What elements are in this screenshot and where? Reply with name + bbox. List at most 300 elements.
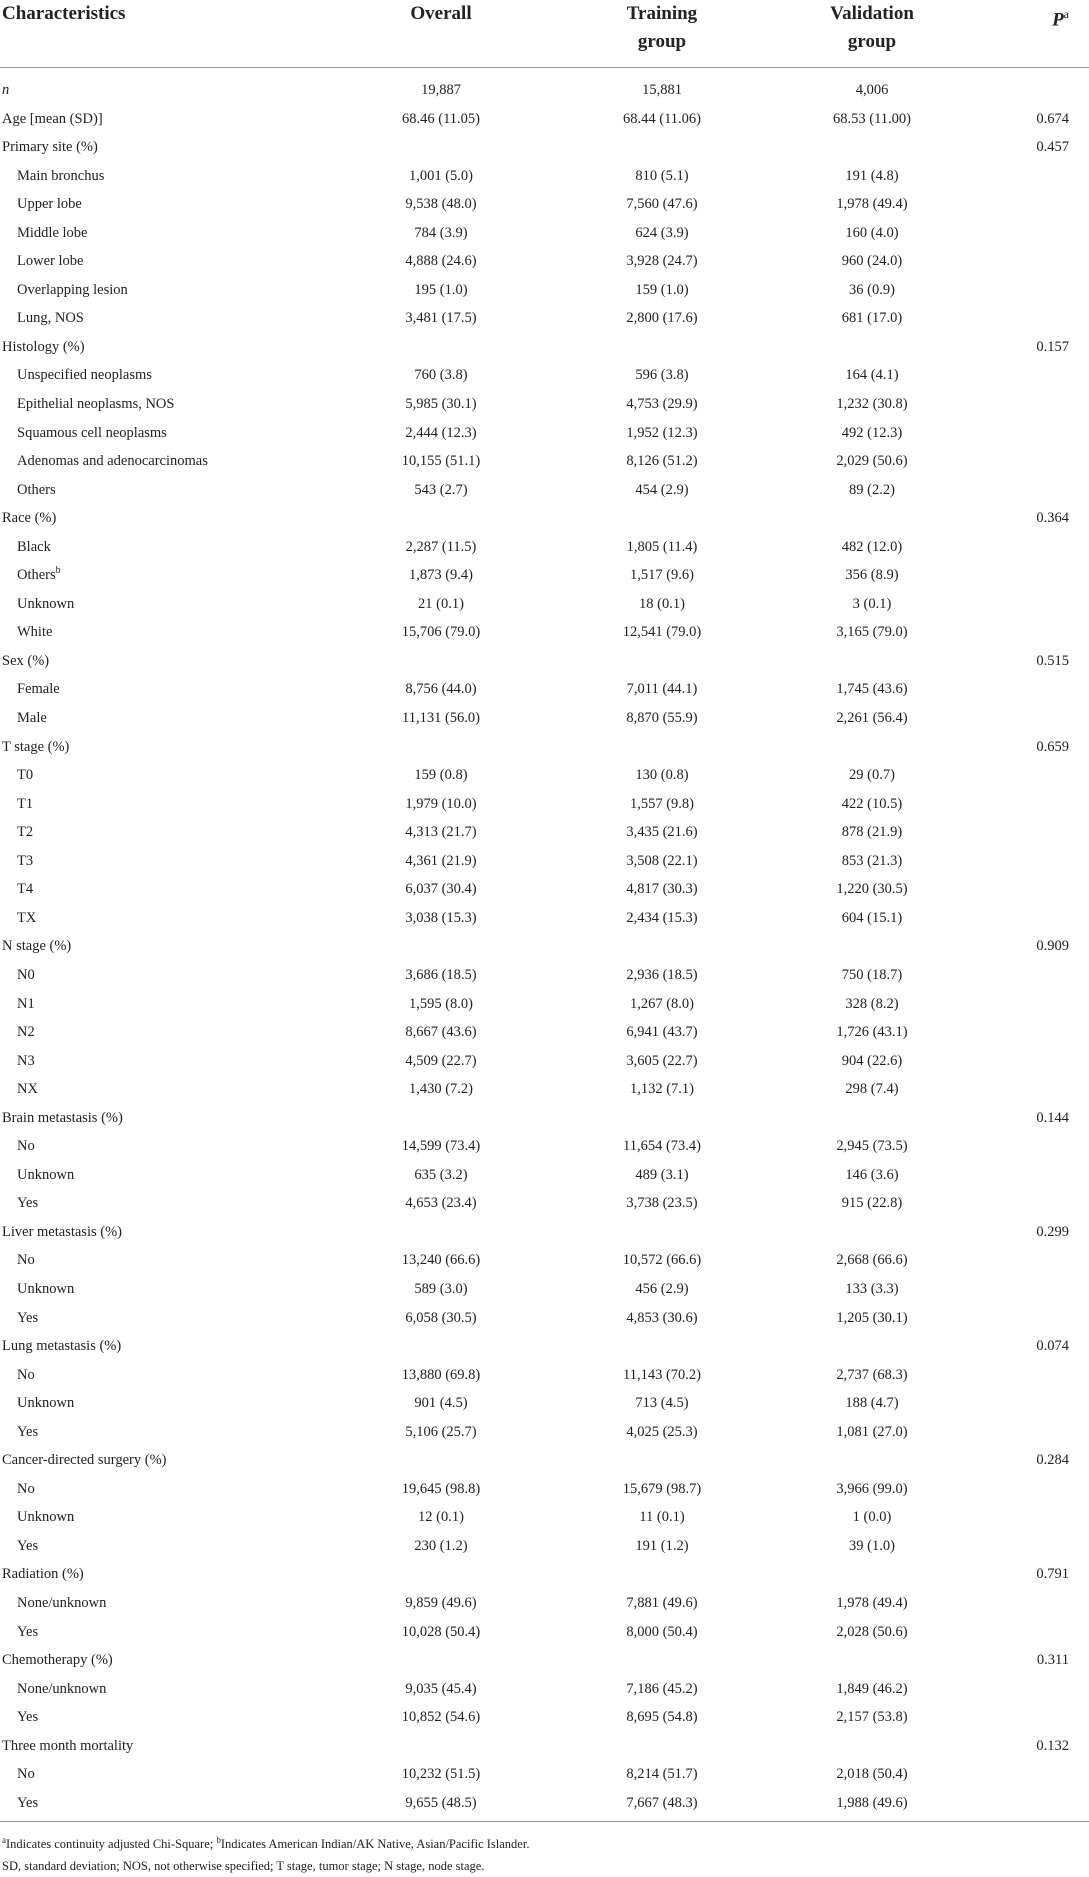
cell-training: 7,667 (48.3): [552, 1789, 772, 1822]
row-label-text: N stage (%): [2, 938, 72, 955]
cell-overall: 12 (0.1): [418, 1509, 464, 1526]
cell-p-value: [972, 1475, 1089, 1504]
cell-p-value: [972, 447, 1089, 476]
cell-validation: 39 (1.0): [849, 1537, 895, 1554]
row-label-text: Lung metastasis (%): [2, 1338, 122, 1355]
row-sublabel: [0, 162, 330, 191]
cell-p-value: [972, 190, 1089, 219]
row-label-text: Radiation (%): [2, 1566, 84, 1583]
table-row: [0, 1332, 1089, 1361]
cell-overall: 3,038 (15.3): [405, 909, 477, 926]
row-sublabel: [0, 1589, 330, 1618]
row-sublabel: [0, 533, 330, 562]
row-label-text: N0: [17, 966, 35, 983]
row-label-text: T0: [17, 767, 34, 784]
row-sublabel: [0, 990, 330, 1019]
row-label: [0, 1732, 330, 1761]
cell-overall: [330, 1446, 552, 1475]
cell-validation: 1,978 (49.4): [836, 1594, 908, 1611]
header-validation-line2: group: [847, 31, 897, 52]
cell-p-value: 0.157: [1036, 338, 1069, 355]
cell-validation: 160 (4.0): [845, 224, 899, 241]
cell-training: 191 (1.2): [635, 1537, 689, 1554]
table-row: [0, 361, 1089, 390]
cell-training: 2,936 (18.5): [626, 966, 698, 983]
row-label: [0, 932, 330, 961]
row-sublabel: [0, 790, 330, 819]
cell-p-value: [972, 1075, 1089, 1104]
cell-p-value: [972, 1589, 1089, 1618]
cell-overall: [330, 133, 552, 162]
table-row: [0, 533, 1089, 562]
cell-overall: 784 (3.9): [414, 224, 468, 241]
cell-overall: 2,287 (11.5): [405, 538, 477, 555]
table-row: [0, 675, 1089, 704]
row-label-text: Yes: [17, 1309, 39, 1326]
cell-validation: 2,018 (50.4): [836, 1766, 908, 1783]
row-label-text: Unspecified neoplasms: [17, 367, 152, 384]
cell-validation: 604 (15.1): [841, 909, 903, 926]
cell-training: 1,132 (7.1): [629, 1081, 695, 1098]
cell-training: 7,560 (47.6): [626, 196, 698, 213]
cell-overall: [330, 1646, 552, 1675]
cell-overall: 3,481 (17.5): [405, 310, 477, 327]
row-label: [0, 733, 330, 762]
table-row: [0, 733, 1089, 762]
cell-overall: 543 (2.7): [414, 481, 468, 498]
cell-overall: 159 (0.8): [414, 767, 468, 784]
table-row: [0, 590, 1089, 619]
cell-validation: [772, 504, 972, 533]
cell-p-value: 0.674: [1036, 110, 1069, 127]
cell-overall: 10,852 (54.6): [401, 1709, 481, 1726]
row-label-text: N1: [17, 995, 35, 1012]
cell-validation: [772, 647, 972, 676]
cell-training: 8,000 (50.4): [626, 1623, 698, 1640]
cell-training: [552, 333, 772, 362]
cell-validation: 2,737 (68.3): [836, 1366, 908, 1383]
cell-validation: 1,988 (49.6): [772, 1789, 972, 1822]
table-row: [0, 818, 1089, 847]
cell-validation: 492 (12.3): [841, 424, 903, 441]
cell-validation: 1,849 (46.2): [836, 1680, 908, 1697]
cell-overall: 1,979 (10.0): [405, 795, 477, 812]
cell-training: 8,126 (51.2): [626, 453, 698, 470]
cell-p-value: [972, 1418, 1089, 1447]
row-sublabel: [0, 1075, 330, 1104]
table-row: [0, 304, 1089, 333]
table-row: [0, 1646, 1089, 1675]
cell-overall: 9,655 (48.5): [330, 1789, 552, 1822]
cell-overall: 901 (4.5): [414, 1395, 468, 1412]
table-row: [0, 990, 1089, 1019]
cell-training: 2,800 (17.6): [626, 310, 698, 327]
header-overall: Overall: [330, 0, 552, 68]
cell-validation: 89 (2.2): [849, 481, 895, 498]
footnote-line-1: [2, 1830, 1089, 1855]
table-header: [0, 0, 1089, 68]
cell-p-value: [972, 618, 1089, 647]
cell-validation: 1,745 (43.6): [836, 681, 908, 698]
cell-validation: 482 (12.0): [841, 538, 903, 555]
cell-training: 3,928 (24.7): [626, 253, 698, 270]
cell-validation: 681 (17.0): [841, 310, 903, 327]
row-label-text: Lower lobe: [17, 253, 84, 270]
row-label-text: Unknown: [17, 1509, 75, 1526]
cell-validation: 68.53 (11.00): [833, 110, 911, 127]
cell-p-value: [972, 790, 1089, 819]
cell-validation: 164 (4.1): [845, 367, 899, 384]
row-sublabel: [0, 904, 330, 933]
row-label-text: Unknown: [17, 1395, 75, 1412]
footnote-b-text: Indicates American Indian/AK Native, Asian/Pacific Islander.: [220, 1837, 530, 1852]
cell-p-value: [972, 304, 1089, 333]
row-sublabel: [0, 1503, 330, 1532]
row-sublabel: [0, 1246, 330, 1275]
cell-training: [552, 1104, 772, 1133]
cell-training: 1,267 (8.0): [629, 995, 695, 1012]
table-row: [0, 1560, 1089, 1589]
cell-training: 3,435 (21.6): [626, 824, 698, 841]
cell-p-value: 0.515: [1036, 652, 1069, 669]
cell-training: 4,025 (25.3): [626, 1423, 698, 1440]
cell-training: 130 (0.8): [635, 767, 689, 784]
table-row: [0, 932, 1089, 961]
cell-overall: 195 (1.0): [414, 281, 468, 298]
row-sublabel: [0, 1361, 330, 1390]
cell-overall: 10,028 (50.4): [401, 1623, 481, 1640]
table-row: [0, 1532, 1089, 1561]
cell-training: 596 (3.8): [635, 367, 689, 384]
table-row: [0, 1246, 1089, 1275]
header-validation-line1: Validation: [830, 3, 914, 24]
table-row: [0, 1618, 1089, 1647]
cell-p-value: [972, 1246, 1089, 1275]
row-label-text: Female: [17, 681, 60, 698]
table-row: [0, 1389, 1089, 1418]
row-label-text: Race (%): [2, 510, 57, 527]
cell-p-value: [972, 847, 1089, 876]
cell-validation: [772, 1446, 972, 1475]
table-row: [0, 1218, 1089, 1247]
cell-p-value: [972, 1675, 1089, 1704]
cell-validation: 133 (3.3): [845, 1280, 899, 1297]
row-sublabel: [0, 1018, 330, 1047]
cell-p-value: 0.299: [1036, 1223, 1069, 1240]
row-label-text: Unknown: [17, 1166, 75, 1183]
row-label-text: Black: [17, 538, 51, 555]
table-row: [0, 447, 1089, 476]
cell-training: 6,941 (43.7): [626, 1024, 698, 1041]
cell-training: 1,952 (12.3): [626, 424, 698, 441]
cell-p-value: [972, 419, 1089, 448]
cell-training: 2,434 (15.3): [626, 909, 698, 926]
table-row: [0, 1189, 1089, 1218]
table-row: [0, 133, 1089, 162]
cell-validation: 422 (10.5): [841, 795, 903, 812]
table-row: [0, 162, 1089, 191]
cell-overall: 19,645 (98.8): [401, 1480, 481, 1497]
header-training-line2: group: [637, 31, 687, 52]
row-sublabel: [0, 847, 330, 876]
cell-overall: 1,595 (8.0): [408, 995, 474, 1012]
cell-validation: [772, 1104, 972, 1133]
cell-training: 456 (2.9): [635, 1280, 689, 1297]
cell-p-value: [972, 219, 1089, 248]
row-sublabel: [0, 390, 330, 419]
cell-training: 3,605 (22.7): [626, 1052, 698, 1069]
cell-p-value: [972, 1760, 1089, 1789]
cell-validation: 750 (18.7): [841, 966, 903, 983]
header-p-value: [972, 0, 1089, 68]
cell-p-value: 0.284: [1036, 1452, 1069, 1469]
cell-validation: 904 (22.6): [841, 1052, 903, 1069]
row-sublabel: [0, 961, 330, 990]
table-row: [0, 790, 1089, 819]
row-label-text: Upper lobe: [17, 196, 82, 213]
cell-validation: 1,205 (30.1): [836, 1309, 908, 1326]
cell-overall: [330, 504, 552, 533]
table-row: [0, 1018, 1089, 1047]
row-label-text: Brain metastasis (%): [2, 1109, 123, 1126]
table-row: [0, 1675, 1089, 1704]
row-label-text: Yes: [17, 1537, 39, 1554]
table-row: [0, 68, 1089, 105]
cell-training: [552, 1560, 772, 1589]
cell-p-value: [972, 1189, 1089, 1218]
row-sublabel: [0, 1760, 330, 1789]
cell-training: [552, 1446, 772, 1475]
footnote-b-marker: b: [216, 1835, 221, 1846]
table-row: [0, 1589, 1089, 1618]
cell-training: 489 (3.1): [635, 1166, 689, 1183]
cell-validation: 2,029 (50.6): [836, 453, 908, 470]
cell-validation: 915 (22.8): [841, 1195, 903, 1212]
header-p-superscript: a: [1063, 7, 1069, 21]
cell-p-value: [972, 1532, 1089, 1561]
row-label-text: T stage (%): [2, 738, 70, 755]
table-row: [0, 1161, 1089, 1190]
row-sublabel: [0, 1047, 330, 1076]
table-row: [0, 1732, 1089, 1761]
row-label-text: Yes: [17, 1623, 39, 1640]
table-row: [0, 504, 1089, 533]
cell-training: 713 (4.5): [635, 1395, 689, 1412]
row-label-text: Three month mortality: [2, 1737, 134, 1754]
cell-p-value: [972, 162, 1089, 191]
table-row: [0, 1789, 1089, 1822]
cell-training: [552, 133, 772, 162]
cell-overall: 1,001 (5.0): [408, 167, 474, 184]
table-row: [0, 333, 1089, 362]
cell-training: 11,143 (70.2): [623, 1366, 701, 1383]
cell-training: 1,557 (9.8): [629, 795, 695, 812]
row-label-text: T1: [17, 795, 34, 812]
table-row: [0, 1132, 1089, 1161]
cell-validation: 1,978 (49.4): [836, 196, 908, 213]
cell-p-value: [972, 904, 1089, 933]
cell-overall: 19,887: [421, 82, 461, 98]
row-sublabel: [0, 1189, 330, 1218]
row-sublabel: [0, 761, 330, 790]
row-label-text: No: [17, 1766, 35, 1783]
cell-training: 810 (5.1): [635, 167, 689, 184]
cell-training: 8,695 (54.8): [626, 1709, 698, 1726]
cell-training: 4,853 (30.6): [626, 1309, 698, 1326]
table-row: [0, 1475, 1089, 1504]
row-label-text: Male: [17, 710, 47, 727]
cell-overall: 9,035 (45.4): [405, 1680, 477, 1697]
table-row: [0, 1760, 1089, 1789]
row-sublabel: [0, 247, 330, 276]
cell-overall: 10,232 (51.5): [401, 1766, 481, 1783]
row-label: [0, 68, 330, 105]
cell-validation: 356 (8.9): [845, 567, 899, 584]
cell-training: 7,881 (49.6): [626, 1594, 698, 1611]
cell-overall: 6,037 (30.4): [405, 881, 477, 898]
row-label: [0, 504, 330, 533]
cell-p-value: [972, 68, 1089, 105]
cell-validation: 1,726 (43.1): [836, 1024, 908, 1041]
cell-overall: [330, 647, 552, 676]
footnote-abbreviations: SD, standard deviation; NOS, not otherwise specified; T stage, tumor stage; N stage, node stage.: [2, 1858, 485, 1873]
row-sublabel: [0, 276, 330, 305]
cell-training: [552, 1332, 772, 1361]
row-label-text: Unknown: [17, 1280, 75, 1297]
cell-overall: [330, 932, 552, 961]
cell-training: 3,508 (22.1): [626, 852, 698, 869]
cell-validation: 3,165 (79.0): [836, 624, 908, 641]
cell-training: 11 (0.1): [639, 1509, 685, 1526]
cell-p-value: 0.659: [1036, 738, 1069, 755]
row-label-text: Others: [17, 567, 56, 584]
row-label-text: n: [2, 82, 10, 98]
row-label-text: Yes: [17, 1709, 39, 1726]
cell-validation: 2,157 (53.8): [836, 1709, 908, 1726]
cell-overall: [330, 1104, 552, 1133]
row-label-text: Unknown: [17, 595, 75, 612]
row-label-text: Chemotherapy (%): [2, 1652, 113, 1669]
row-sublabel: [0, 818, 330, 847]
cell-overall: 11,131 (56.0): [402, 710, 480, 727]
header-training-group: [552, 0, 772, 68]
row-label-text: Histology (%): [2, 338, 85, 355]
cell-training: [552, 1646, 772, 1675]
row-sublabel: [0, 875, 330, 904]
row-label: [0, 333, 330, 362]
row-label-text: Main bronchus: [17, 167, 105, 184]
cell-training: [552, 647, 772, 676]
cell-p-value: [972, 1703, 1089, 1732]
row-label-text: T3: [17, 852, 34, 869]
table-row: [0, 1446, 1089, 1475]
table-row: [0, 190, 1089, 219]
cell-validation: 960 (24.0): [841, 253, 903, 270]
cell-training: [552, 1732, 772, 1761]
cell-overall: 4,361 (21.9): [405, 852, 477, 869]
row-label-text: Adenomas and adenocarcinomas: [17, 453, 208, 470]
cell-p-value: 0.311: [1036, 1652, 1069, 1669]
cell-p-value: [972, 1503, 1089, 1532]
cell-p-value: [972, 875, 1089, 904]
row-label-text: No: [17, 1252, 35, 1269]
row-label-text: Yes: [17, 1195, 39, 1212]
row-sublabel: [0, 1275, 330, 1304]
row-sublabel: [0, 1161, 330, 1190]
cell-training: 454 (2.9): [635, 481, 689, 498]
cell-overall: 3,686 (18.5): [405, 966, 477, 983]
cell-p-value: 0.132: [1036, 1737, 1069, 1754]
cell-training: 159 (1.0): [635, 281, 689, 298]
cell-training: 8,214 (51.7): [626, 1766, 698, 1783]
cell-overall: 68.46 (11.05): [402, 110, 480, 127]
cell-p-value: [972, 533, 1089, 562]
cell-overall: 760 (3.8): [414, 367, 468, 384]
cell-overall: 2,444 (12.3): [405, 424, 477, 441]
cell-validation: 1 (0.0): [852, 1509, 892, 1526]
row-label-text: Squamous cell neoplasms: [17, 424, 167, 441]
row-label-text: N2: [17, 1024, 35, 1041]
cell-overall: 6,058 (30.5): [405, 1309, 477, 1326]
cell-overall: 9,538 (48.0): [405, 196, 477, 213]
row-label-text: N3: [17, 1052, 35, 1069]
cell-validation: 2,668 (66.6): [836, 1252, 908, 1269]
row-label-text: Epithelial neoplasms, NOS: [17, 396, 175, 413]
cell-training: 1,517 (9.6): [629, 567, 695, 584]
cell-overall: 1,873 (9.4): [408, 567, 474, 584]
table-row: [0, 847, 1089, 876]
row-sublabel: [0, 476, 330, 505]
cell-overall: 5,106 (25.7): [405, 1423, 477, 1440]
cell-training: [552, 932, 772, 961]
table-row: [0, 419, 1089, 448]
cell-training: 7,011 (44.1): [626, 681, 698, 698]
cell-training: 15,881: [642, 82, 682, 98]
row-label-text: Cancer-directed surgery (%): [2, 1452, 167, 1469]
row-sublabel: [0, 1304, 330, 1333]
cell-overall: 14,599 (73.4): [401, 1138, 481, 1155]
cell-training: 12,541 (79.0): [622, 624, 702, 641]
row-sublabel: [0, 1475, 330, 1504]
row-sublabel: [0, 1675, 330, 1704]
table-footnotes: [0, 1822, 1089, 1876]
cell-training: [552, 1218, 772, 1247]
cell-p-value: [972, 818, 1089, 847]
cell-overall: 4,509 (22.7): [405, 1052, 477, 1069]
cell-training: 15,679 (98.7): [622, 1480, 702, 1497]
cell-p-value: 0.457: [1036, 139, 1069, 156]
cell-p-value: 0.791: [1036, 1566, 1069, 1583]
cell-p-value: [972, 990, 1089, 1019]
row-sublabel: [0, 704, 330, 733]
cell-p-value: [972, 1161, 1089, 1190]
cell-overall: [330, 733, 552, 762]
row-sublabel: [0, 1618, 330, 1647]
row-sublabel: [0, 219, 330, 248]
table-row: [0, 647, 1089, 676]
cell-overall: 10,155 (51.1): [401, 453, 481, 470]
cell-training: [552, 733, 772, 762]
cell-p-value: [972, 247, 1089, 276]
cell-overall: 4,313 (21.7): [405, 824, 477, 841]
header-p-label: P: [1052, 9, 1064, 31]
row-label-text: None/unknown: [17, 1594, 107, 1611]
cell-validation: 1,232 (30.8): [836, 396, 908, 413]
row-label-text: Age [mean (SD)]: [2, 110, 103, 127]
table-row: [0, 904, 1089, 933]
row-sublabel: [0, 190, 330, 219]
table-row: [0, 1304, 1089, 1333]
